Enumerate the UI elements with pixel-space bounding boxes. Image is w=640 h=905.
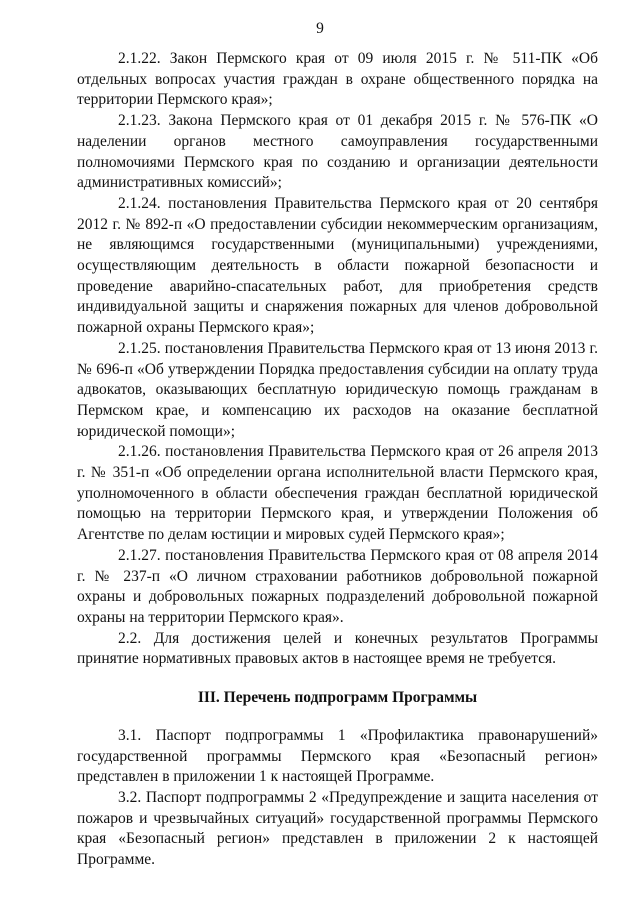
paragraph-2-1-24: 2.1.24. постановления Правительства Пермского края от 20 сентября 2012 г. № 892-п «О предоставлении субсидии некоммерческим организациям, не являющимся государственными (муниципальными) учреждениями, осуществляющим деятельность в области пожарной безопасности и проведение аварийно-спасательных работ, для приобретения средств индивидуальной защиты и снаряжения пожарных для членов добровольной пожарной охраны Пермского края»; [77,194,598,337]
page-number: 9 [316,20,324,37]
section-heading: III. Перечень подпрограмм Программы [197,689,478,707]
paragraph-2-2: 2.2. Для достижения целей и конечных результатов Программы принятие нормативных правовых актов в настоящее время не требуется. [77,629,598,668]
paragraph-3-2: 3.2. Паспорт подпрограммы 2 «Предупреждение и защита населения от пожаров и чрезвычайных ситуаций» государственной программы Пермского края «Безопасный регион» представлен в приложении 2 к настоящей Программе. [77,788,598,869]
paragraph-2-1-27: 2.1.27. постановления Правительства Пермского края от 08 апреля 2014 г. № 237-п «О личном страховании работников добровольной пожарной охраны и добровольных пожарных подразделений добровольной пожарной охраны на территории Пермского края». [77,546,598,626]
paragraph-2-1-26: 2.1.26. постановления Правительства Пермского края от 26 апреля 2013 г. № 351-п «Об определении органа исполнительной власти Пермского края, уполномоченного в области обеспечения граждан бесплатной юридической помощью на территории Пермского края, и утверждении Положения об Агентстве по делам юстиции и мировых судей Пермского края»; [77,443,598,544]
paragraph-2-1-22: 2.1.22. Закон Пермского края от 09 июля 2015 г. № 511-ПК «Об отдельных вопросах участия граждан в охране общественного порядка на территории Пермского края»; [77,50,598,109]
paragraph-2-1-23: 2.1.23. Закона Пермского края от 01 декабря 2015 г. № 576-ПК «О наделении органов местного самоуправления государственными полномочиями Пермского края по созданию и организации деятельности административных комиссий»; [77,112,598,192]
paragraph-2-1-25: 2.1.25. постановления Правительства Пермского края от 13 июня 2013 г. № 696-п «Об утверждении Порядка предоставления субсидии на оплату труда адвокатов, оказывающих бесплатную юридическую помощь гражданам в Пермском крае, и компенсацию их расходов на оказание бесплатной юридической помощи»; [77,339,598,440]
document-body [77,49,598,871]
paragraph-3-1: 3.1. Паспорт подпрограммы 1 «Профилактика правонарушений» государственной программы Пермского края «Безопасный регион» представлен в приложении 1 к настоящей Программе. [77,726,598,786]
